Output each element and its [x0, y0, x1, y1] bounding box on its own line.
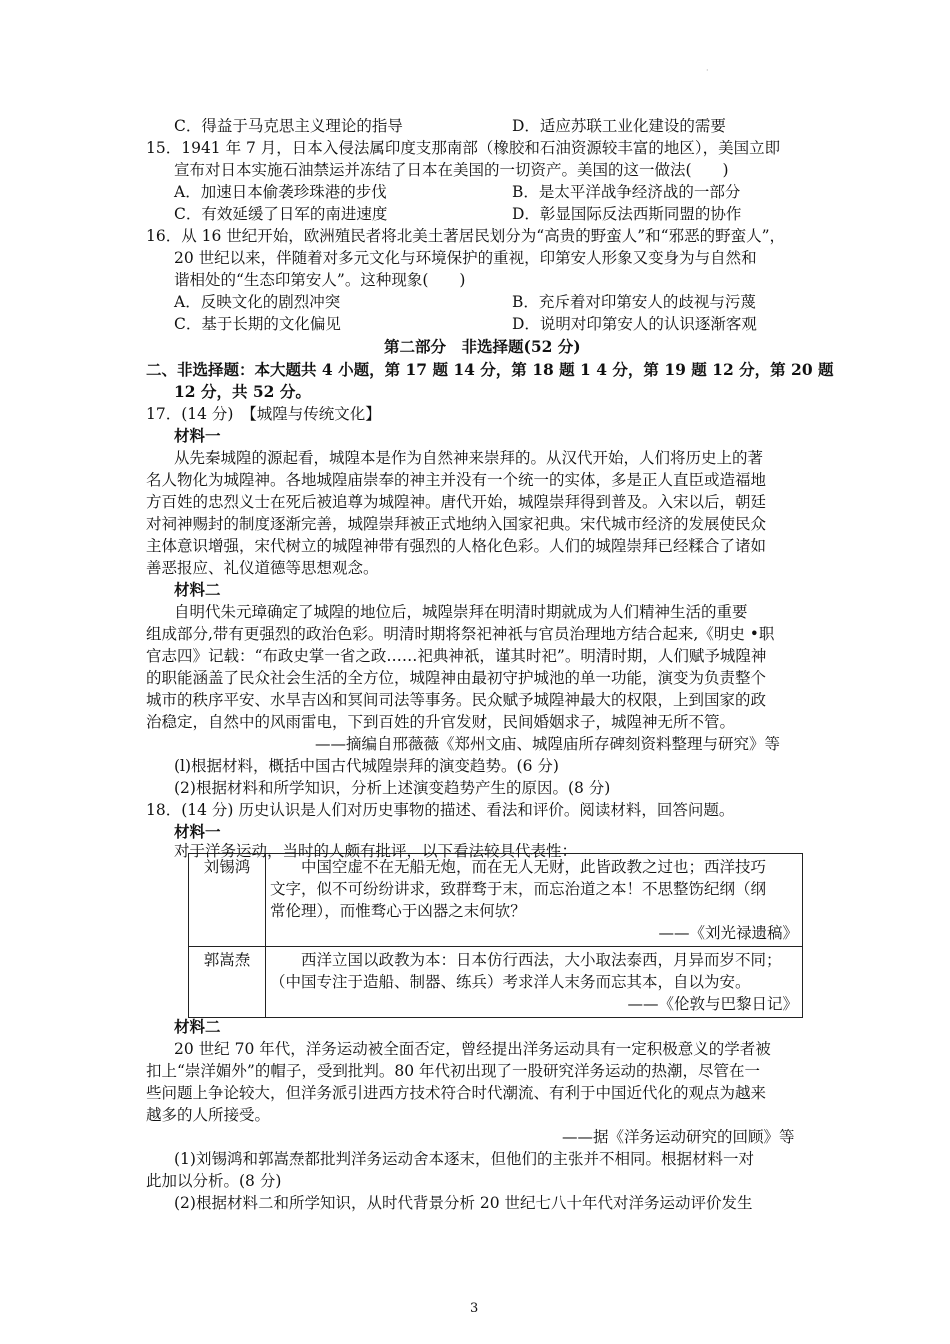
q17-material1-line: 名人物化为城隍神。各地城隍庙崇奉的神主并没有一个统一的实体，多是正人直臣或造福地 — [146, 471, 767, 489]
table-cell-name: 郭嵩焘 — [189, 947, 266, 1018]
q17-material2-line: 城市的秩序平安、水旱吉凶和冥间司法等事务。民众赋予城隍神最大的权限，上到国家的政 — [146, 691, 767, 709]
q17-material1-line: 主体意识增强，宋代树立的城隍神带有强烈的人格化色彩。人们的城隍崇拜已经糅合了诸如 — [146, 537, 767, 555]
q18-subquestion-1-line1: (1)刘锡鸿和郭嵩焘都批判洋务运动舍本逐末，但他们的主张并不相同。根据材料一对 — [174, 1150, 754, 1168]
q17-source: ——摘编自邢薇薇《郑州文庙、城隍庙所存碑刻资料整理与研究》等 — [315, 735, 781, 753]
table-cell-name: 刘锡鸿 — [189, 854, 266, 947]
q17-material2-line: 的职能涵盖了民众社会生活的全方位，城隍神由最初守护城池的单一功能，演变为负责整个 — [146, 669, 767, 687]
q16-option-c: C．基于长期的文化偏见 — [174, 315, 341, 333]
q15-stem-line2: 宣布对日本实施石油禁运并冻结了日本在美国的一切资产。美国的这一做法( ) — [174, 161, 729, 179]
q18-material1-title: 材料一 — [174, 822, 221, 841]
section2-intro-line2: 12 分，共 52 分。 — [174, 382, 311, 401]
table-row — [189, 947, 803, 1018]
q17-material2-line: 治稳定，自然中的风雨雷电，下到百姓的升官发财，民间婚姻求子，城隍神无所不管。 — [146, 713, 736, 731]
q17-subquestion-2: (2)根据材料和所学知识，分析上述演变趋势产生的原因。(8 分) — [174, 779, 611, 797]
q17-material1-line: 方百姓的忠烈义士在死后被追尊为城隍神。唐代开始，城隍崇拜得到普及。入宋以后，朝廷 — [146, 493, 767, 511]
quote-line: 常伦理），而惟骛心于凶器之末何欤？ — [270, 902, 526, 920]
q16-stem-line3: 谐相处的“生态印第安人”。这种现象( ) — [174, 271, 466, 289]
table-cell-content — [266, 854, 803, 947]
q16-option-a: A．反映文化的剧烈冲突 — [174, 293, 341, 311]
q17-material2-line: 官志四》记载：“布政史掌一省之政……祀典神祇，谨其时祀”。明清时期，人们赋予城隍神 — [146, 647, 767, 665]
q18-material2-line: 20 世纪 70 年代，洋务运动被全面否定，曾经提出洋务运动具有一定积极意义的学者被 — [174, 1040, 771, 1058]
table-cell-content — [266, 947, 803, 1018]
part2-title: 第二部分 非选择题(52 分) — [384, 337, 581, 356]
page-number: 3 — [470, 1301, 479, 1316]
q16-option-b: B．充斥着对印第安人的歧视与污蔑 — [512, 293, 756, 311]
quote-line: （中国专注于造船、制器、练兵）考求洋人末务而忘其本，自以为安。 — [270, 973, 751, 991]
q18-source: ——据《洋务运动研究的回顾》等 — [562, 1128, 795, 1146]
q16-stem-line1: 16．从 16 世纪开始，欧洲殖民者将北美土著居民划分为“高贵的野蛮人”和“邪恶的野蛮人”， — [146, 227, 785, 245]
quote-line: 西洋立国以政教为本：日本仿行西法，大小取法泰西，月异而岁不同； — [301, 951, 782, 969]
q17-material2-line: 自明代朱元璋确定了城隍的地位后，城隍崇拜在明清时期就成为人们精神生活的重要 — [174, 603, 748, 621]
q17-material1-line: 对祠神赐封的制度逐渐完善，城隍崇拜被正式地纳入国家祀典。宋代城市经济的发展使民众 — [146, 515, 767, 533]
q18-material2-line: 扣上“崇洋媚外”的帽子，受到批判。80 年代初出现了一股研究洋务运动的热潮，尽管在一 — [146, 1062, 761, 1080]
q15-option-d: D．彰显国际反法西斯同盟的协作 — [512, 205, 742, 223]
q18-material2-line: 越多的人所接受。 — [146, 1106, 271, 1124]
quote-line: 文字，似不可纷纷讲求，致群骛于末，而忘治道之本！不思整饬纪纲（纲 — [270, 880, 767, 898]
section2-intro-line1: 二、非选择题：本大题共 4 小题，第 17 题 14 分，第 18 题 1 4 分，第 19 题 12 分，第 20 题 — [146, 360, 834, 379]
quote-source: ——《刘光禄遗稿》 — [658, 924, 798, 942]
q17-material1-title: 材料一 — [174, 426, 221, 445]
q14-option-d: D．适应苏联工业化建设的需要 — [512, 117, 726, 135]
quote-source: ——《伦敦与巴黎日记》 — [627, 995, 798, 1013]
header-dot: · — [706, 66, 709, 75]
q14-option-c: C．得益于马克思主义理论的指导 — [174, 117, 403, 135]
q17-subquestion-1: (l)根据材料，概括中国古代城隍崇拜的演变趋势。(6 分) — [174, 757, 559, 775]
q15-option-c: C．有效延缓了日军的南进速度 — [174, 205, 388, 223]
q17-material2-line: 组成部分,带有更强烈的政治色彩。明清时期将祭祀神祇与官员治理地方结合起来,《明史 •职 — [146, 625, 775, 643]
q16-option-d: D．说明对印第安人的认识逐渐客观 — [512, 315, 757, 333]
q18-heading: 18．(14 分) 历史认识是人们对历史事物的描述、看法和评价。阅读材料，回答问题。 — [146, 801, 735, 819]
q18-material2-title: 材料二 — [174, 1017, 221, 1036]
q17-material1-line: 善恶报应、礼仪道德等思想观念。 — [146, 559, 379, 577]
q17-material2-title: 材料二 — [174, 580, 221, 599]
q15-option-a: A．加速日本偷袭珍珠港的步伐 — [174, 183, 387, 201]
q17-material1-line: 从先秦城隍的源起看，城隍本是作为自然神来崇拜的。从汉代开始，人们将历史上的著 — [174, 449, 764, 467]
q15-stem-line1: 15．1941 年 7 月，日本入侵法属印度支那南部（橡胶和石油资源较丰富的地区），美国立即 — [146, 139, 781, 157]
q17-heading: 17．(14 分) 【城隍与传统文化】 — [146, 405, 381, 423]
q18-viewpoint-table — [188, 853, 803, 1018]
q18-subquestion-2: (2)根据材料二和所学知识，从时代背景分析 20 世纪七八十年代对洋务运动评价发生 — [174, 1194, 753, 1212]
q18-subquestion-1-line2: 此加以分析。(8 分) — [146, 1172, 282, 1190]
q18-material1-intro: 对于洋务运动，当时的人颇有批评，以下看法较具代表性： — [174, 842, 578, 860]
q15-option-b: B．是太平洋战争经济战的一部分 — [512, 183, 741, 201]
table-row — [189, 854, 803, 947]
q16-stem-line2: 20 世纪以来，伴随着对多元文化与环境保护的重视，印第安人形象又变身为与自然和 — [174, 249, 757, 267]
quote-line: 中国空虚不在无船无炮，而在无人无财，此皆政教之过也；西洋技巧 — [301, 858, 767, 876]
q18-material2-line: 些问题上争论较大，但洋务派引进西方技术符合时代潮流、有利于中国近代化的观点为越来 — [146, 1084, 767, 1102]
